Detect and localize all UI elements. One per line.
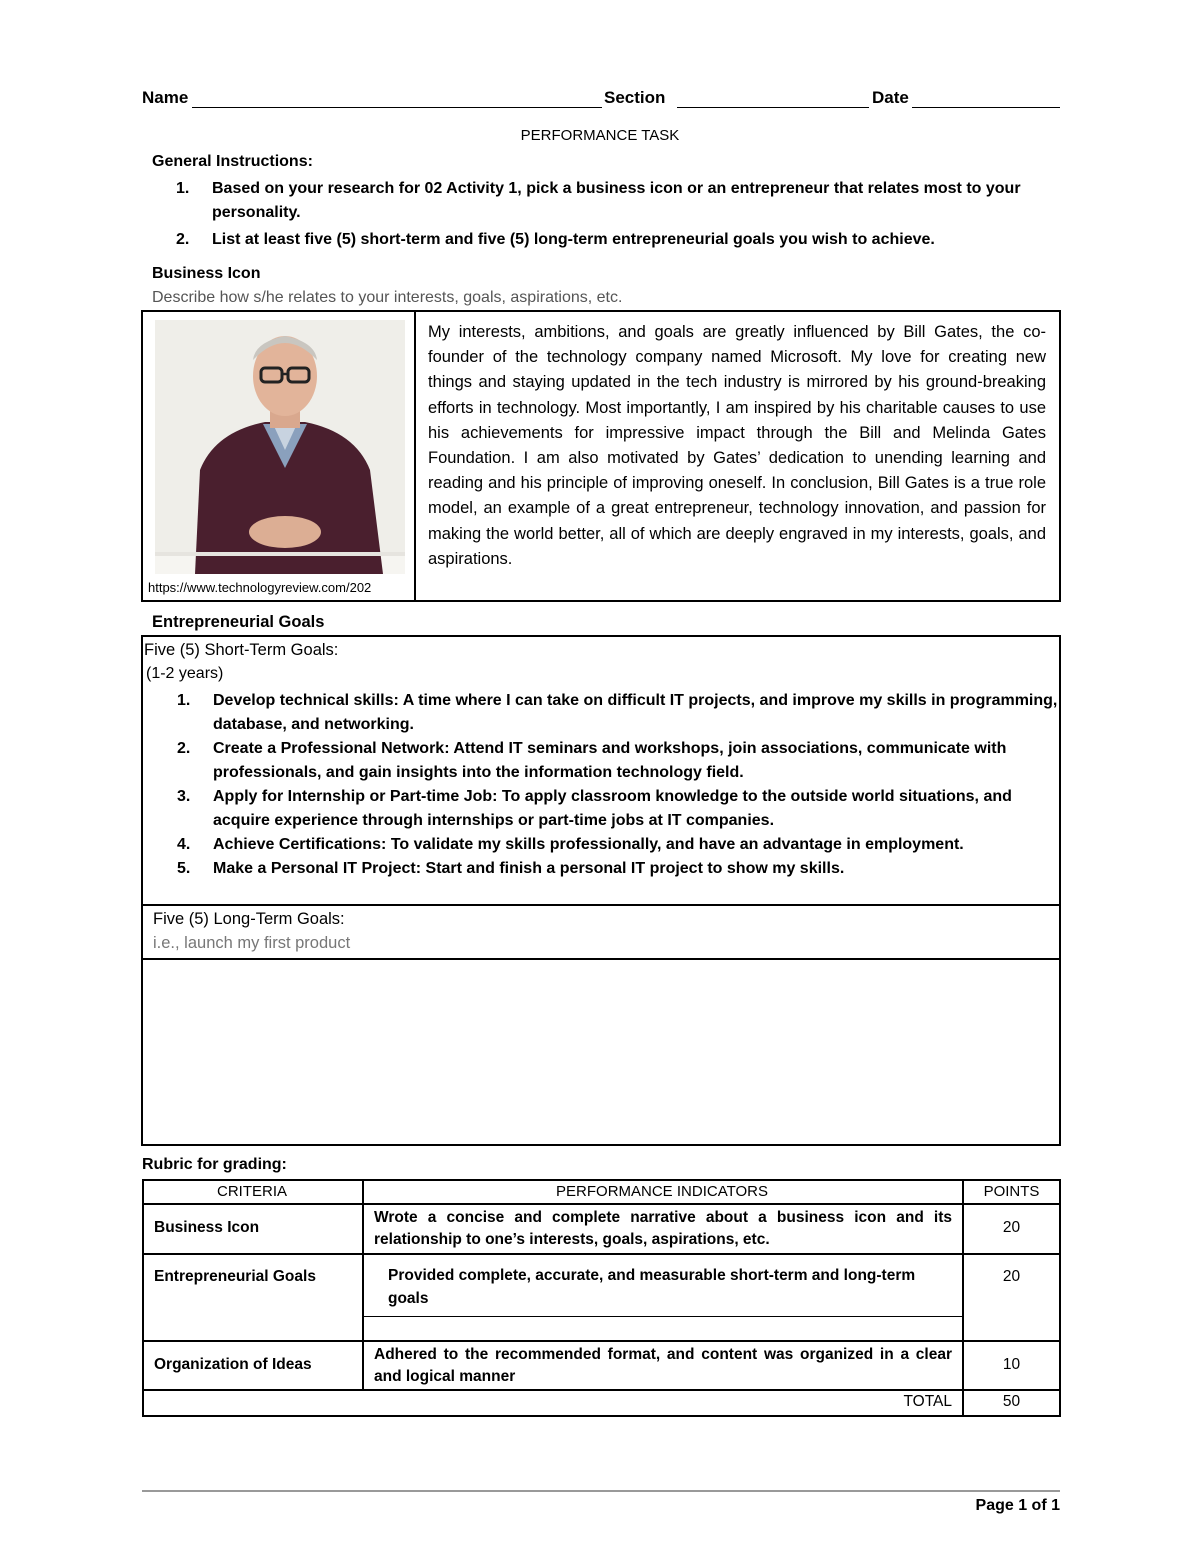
- instruction-item: [176, 177, 1056, 225]
- rubric-col-points: POINTS: [983, 1183, 1040, 1200]
- rubric-col-line: [962, 1179, 964, 1417]
- goal-text: Make a Personal IT Project: Start and finish a personal IT project to show my skills.: [213, 860, 845, 877]
- rubric-points: 20: [1002, 1268, 1021, 1285]
- portrait-image: [155, 320, 405, 574]
- short-term-heading: Five (5) Short-Term Goals:: [144, 641, 339, 659]
- short-term-goal: [177, 785, 1057, 833]
- business-icon-heading: Business Icon: [152, 265, 261, 282]
- rubric-indicator: Wrote a concise and complete narrative about a business icon and its relationship to one’s interests, goals, aspirations, etc.: [374, 1209, 952, 1248]
- instruction-number: 2.: [176, 231, 190, 248]
- instructions-heading: General Instructions:: [152, 153, 313, 170]
- date-label: Date: [872, 88, 909, 107]
- rubric-row-line: [142, 1389, 1061, 1391]
- goal-text: Apply for Internship or Part-time Job: To apply classroom knowledge to the outside world situations, and acquire experience through internships or part-time jobs at IT companies.: [213, 788, 1012, 829]
- instruction-text: List at least five (5) short-term and five (5) long-term entrepreneurial goals you wish to achieve.: [212, 231, 935, 248]
- header-line: [142, 88, 1060, 112]
- footer-divider: [142, 1490, 1060, 1492]
- rubric-criteria: Entrepreneurial Goals: [154, 1268, 316, 1285]
- long-term-heading: Five (5) Long-Term Goals:: [153, 910, 345, 928]
- column-divider: [414, 310, 416, 602]
- rubric-col-criteria: CRITERIA: [216, 1183, 287, 1200]
- goal-text: Develop technical skills: A time where I can take on difficult IT projects, and improve my skills in programming, database, and networking.: [213, 692, 1058, 733]
- instruction-text: Based on your research for 02 Activity 1, pick a business icon or an entrepreneur that relates most to your personality.: [212, 180, 1021, 221]
- goal-text: Create a Professional Network: Attend IT seminars and workshops, join associations, communicate with professionals, and gain insights into the information technology field.: [213, 740, 1007, 781]
- instruction-item: [176, 228, 1056, 252]
- rubric-heading: Rubric for grading:: [142, 1156, 287, 1173]
- rubric-total-label: TOTAL: [903, 1393, 952, 1410]
- photo-caption: https://www.technologyreview.com/202: [148, 580, 372, 595]
- section-field[interactable]: [677, 107, 869, 108]
- page-title: PERFORMANCE TASK: [520, 127, 680, 144]
- goal-number: 5.: [177, 860, 191, 877]
- name-field[interactable]: [192, 107, 602, 108]
- short-term-goal: [177, 833, 1057, 857]
- short-term-goal: [177, 737, 1057, 785]
- business-icon-subheading: Describe how s/he relates to your interests, goals, aspirations, etc.: [152, 289, 623, 306]
- rubric-row-line: [362, 1316, 962, 1317]
- rubric-points: 10: [1002, 1356, 1021, 1373]
- goal-number: 2.: [177, 740, 191, 757]
- section-label: Section: [604, 88, 666, 107]
- goals-divider: [141, 904, 1061, 906]
- goal-text: Achieve Certifications: To validate my skills professionally, and have an advantage in employment.: [213, 836, 964, 853]
- date-field[interactable]: [912, 107, 1060, 108]
- goal-number: 3.: [177, 788, 191, 805]
- short-term-goal: [177, 857, 1057, 881]
- rubric-criteria: Business Icon: [154, 1219, 260, 1236]
- short-term-years: (1-2 years): [146, 665, 224, 682]
- long-term-answer-area[interactable]: [145, 962, 1057, 1142]
- instruction-number: 1.: [176, 180, 190, 197]
- goal-number: 1.: [177, 692, 191, 709]
- entrepreneurial-goals-heading: Entrepreneurial Goals: [152, 613, 325, 631]
- short-term-goal: [177, 689, 1057, 737]
- rubric-row-line: [142, 1340, 1061, 1342]
- rubric-row-line: [142, 1203, 1061, 1205]
- rubric-col-indicators: PERFORMANCE INDICATORS: [556, 1183, 768, 1200]
- name-label: Name: [142, 88, 189, 107]
- rubric-row-line: [142, 1253, 1061, 1255]
- rubric-indicator: Adhered to the recommended format, and content was organized in a clear and logical manner: [374, 1346, 952, 1385]
- long-term-example: i.e., launch my first product: [153, 934, 351, 952]
- rubric-criteria: Organization of Ideas: [154, 1356, 312, 1373]
- rubric-points: 20: [1002, 1219, 1021, 1236]
- goal-number: 4.: [177, 836, 191, 853]
- business-icon-photo: [155, 320, 405, 574]
- page-number: Page 1 of 1: [975, 1497, 1060, 1514]
- goals-divider: [141, 958, 1061, 960]
- rubric-total-points: 50: [1002, 1393, 1021, 1410]
- rubric-indicator: Provided complete, accurate, and measurable short-term and long-term goals: [388, 1267, 916, 1307]
- business-icon-narrative[interactable]: My interests, ambitions, and goals are greatly influenced by Bill Gates, the co-founder of the technology company named Microsoft. My love for creating new things and staying updated in the tech industry is mirrored by his ground-breaking efforts in technology. Most importantly, I am inspired by his charitable causes to use his achievements for impressive impact through the Bill and Melinda Gates Foundation. I am also motivated by Gates’ dedication to unending learning and reading and his principle of improving oneself. In conclusion, Bill Gates is a true role model, an example of a great entrepreneur, technology innovation, and passion for making the world better, all of which are deeply engraved in my interests, goals, and aspirations.: [428, 323, 1046, 568]
- rubric-col-line: [362, 1179, 364, 1391]
